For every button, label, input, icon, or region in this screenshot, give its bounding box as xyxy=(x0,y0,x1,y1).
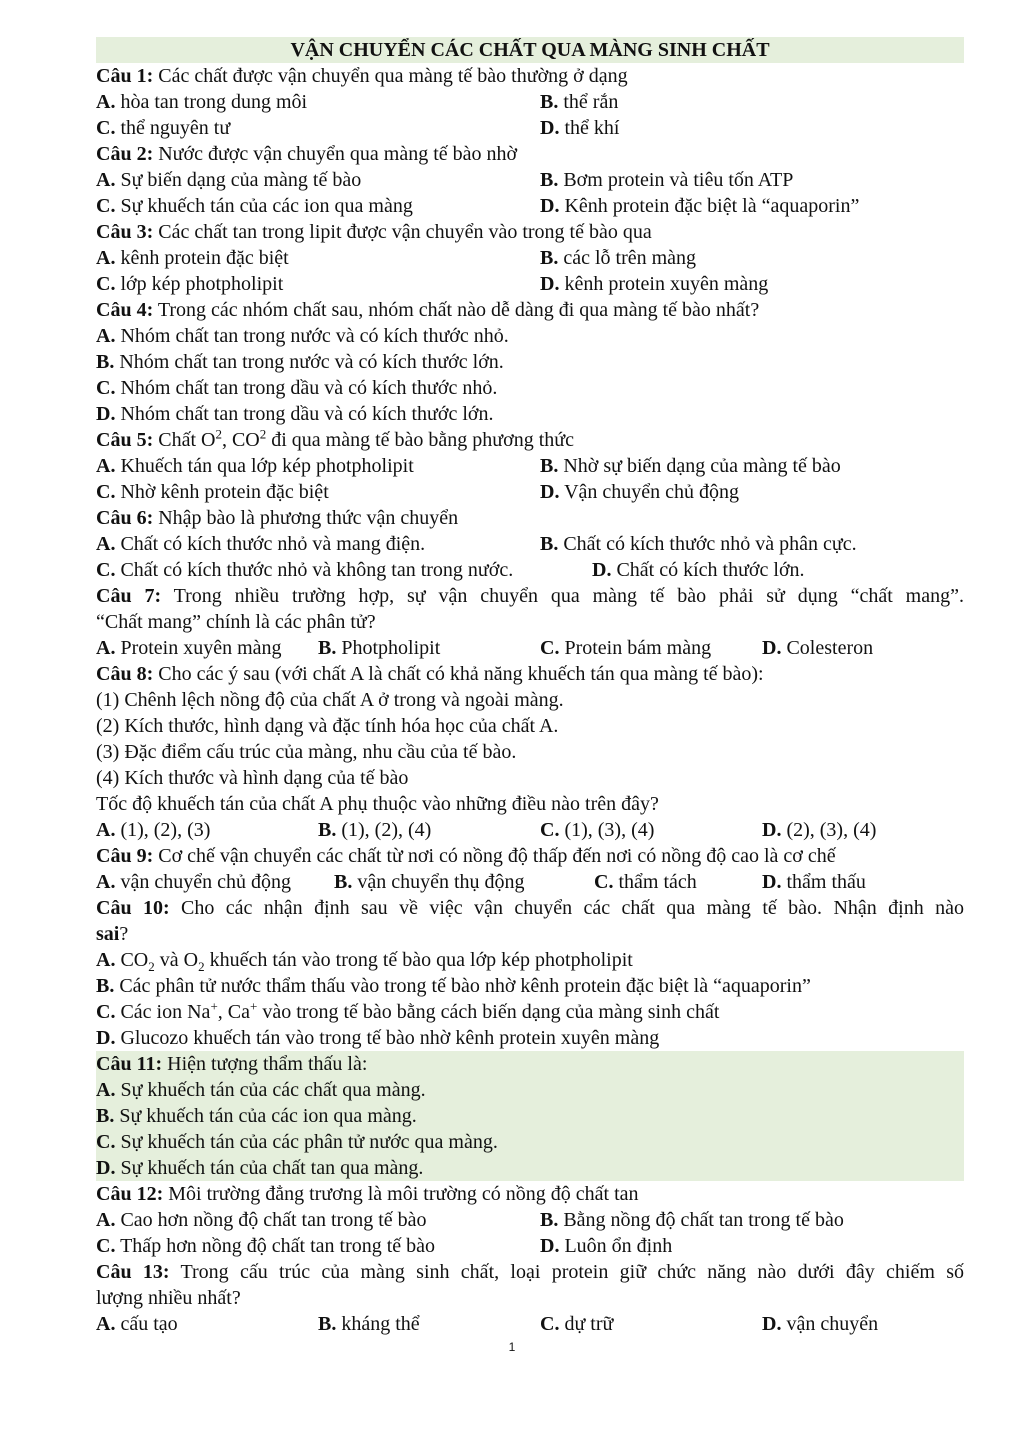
question-7: Câu 7: Trong nhiều trường hợp, sự vận chuyển qua màng tế bào phải sử dụng “chất mang”. xyxy=(96,585,964,607)
q8-option-d[interactable]: D. (2), (3), (4) xyxy=(762,819,877,841)
q6-option-a[interactable]: A. Chất có kích thước nhỏ và mang điện. xyxy=(96,533,426,555)
q4-option-b[interactable]: B. Nhóm chất tan trong nước và có kích thước lớn. xyxy=(96,351,504,373)
question-13-cont: lượng nhiều nhất? xyxy=(96,1287,241,1309)
q2-option-b[interactable]: B. Bơm protein và tiêu tốn ATP xyxy=(540,169,794,191)
q12-option-c[interactable]: C. Thấp hơn nồng độ chất tan trong tế bào xyxy=(96,1235,436,1257)
q12-options-row1 xyxy=(96,1207,964,1233)
question-11: Câu 11: Hiện tượng thẩm thấu là: xyxy=(96,1051,964,1077)
q6-option-b[interactable]: B. Chất có kích thước nhỏ và phân cực. xyxy=(540,533,857,555)
q2-options-row2 xyxy=(96,193,964,219)
q1-option-d[interactable]: D. thể khí xyxy=(540,117,620,139)
q4-option-d[interactable]: D. Nhóm chất tan trong dầu và có kích thước lớn. xyxy=(96,403,494,425)
q3-option-d[interactable]: D. kênh protein xuyên màng xyxy=(540,273,769,295)
q11-option-a[interactable]: A. Sự khuếch tán của các chất qua màng. xyxy=(96,1077,964,1103)
question-4: Câu 4: Trong các nhóm chất sau, nhóm chất nào dễ dàng đi qua màng tế bào nhất? xyxy=(96,299,760,321)
q8-option-b[interactable]: B. (1), (2), (4) xyxy=(318,819,432,841)
q5-options-row1 xyxy=(96,453,964,479)
q8-option-a[interactable]: A. (1), (2), (3) xyxy=(96,819,211,841)
q7-option-b[interactable]: B. Photpholipit xyxy=(318,637,441,659)
q10-option-b[interactable]: B. Các phân tử nước thẩm thấu vào trong tế bào nhờ kênh protein đặc biệt là “aquaporin” xyxy=(96,975,811,997)
q6-option-d[interactable]: D. Chất có kích thước lớn. xyxy=(592,559,805,581)
q12-option-a[interactable]: A. Cao hơn nồng độ chất tan trong tế bào xyxy=(96,1209,427,1231)
question-1: Câu 1: Các chất được vận chuyển qua màng tế bào thường ở dạng xyxy=(96,65,628,87)
q8-statement-1: (1) Chênh lệch nồng độ của chất A ở trong và ngoài màng. xyxy=(96,689,564,711)
q2-option-d[interactable]: D. Kênh protein đặc biệt là “aquaporin” xyxy=(540,195,860,217)
q6-option-c[interactable]: C. Chất có kích thước nhỏ và không tan trong nước. xyxy=(96,559,514,581)
q5-option-c[interactable]: C. Nhờ kênh protein đặc biệt xyxy=(96,481,329,503)
q13-options-row xyxy=(96,1311,964,1337)
q1-options-row1 xyxy=(96,89,964,115)
question-10-cont: sai? xyxy=(96,923,129,945)
q9-option-c[interactable]: C. thẩm tách xyxy=(594,871,697,893)
q6-options-row1 xyxy=(96,531,964,557)
question-5: Câu 5: Chất $O^2$, $CO^2$ đi qua màng tế bào bằng phương thức xyxy=(96,426,574,451)
question-7-cont: “Chất mang” chính là các phân tử? xyxy=(96,611,376,633)
q8-statement-4: (4) Kích thước và hình dạng của tế bào xyxy=(96,767,409,789)
q10-option-c[interactable]: C. Các ion Na+, Ca+ vào trong tế bào bằng cách biến dạng của màng sinh chất xyxy=(96,998,720,1023)
q7-option-a[interactable]: A. Protein xuyên màng xyxy=(96,637,282,659)
q1-options-row2 xyxy=(96,115,964,141)
q9-option-a[interactable]: A. vận chuyển chủ động xyxy=(96,871,291,893)
q7-option-d[interactable]: D. Colesteron xyxy=(762,637,874,659)
q13-option-a[interactable]: A. cấu tạo xyxy=(96,1313,178,1335)
q8-statement-2: (2) Kích thước, hình dạng và đặc tính hóa học của chất A. xyxy=(96,715,559,737)
q6-options-row2 xyxy=(96,557,964,583)
q5-option-a[interactable]: A. Khuếch tán qua lớp kép photpholipit xyxy=(96,455,414,477)
q5-options-row2 xyxy=(96,479,964,505)
q13-option-b[interactable]: B. kháng thể xyxy=(318,1313,420,1335)
question-8: Câu 8: Cho các ý sau (với chất A là chất có khả năng khuếch tán qua màng tế bào): xyxy=(96,663,764,685)
q8-statement-3: (3) Đặc điểm cấu trúc của màng, nhu cầu của tế bào. xyxy=(96,741,517,763)
question-10: Câu 10: Cho các nhận định sau về việc vận chuyển các chất qua màng tế bào. Nhận định nào xyxy=(96,897,964,919)
question-9: Câu 9: Cơ chế vận chuyển các chất từ nơi có nồng độ thấp đến nơi có nồng độ cao là cơ chế xyxy=(96,845,836,867)
q12-options-row2 xyxy=(96,1233,964,1259)
q8-ask: Tốc độ khuếch tán của chất A phụ thuộc vào những điều nào trên đây? xyxy=(96,793,659,815)
q11-option-b[interactable]: B. Sự khuếch tán của các ion qua màng. xyxy=(96,1103,964,1129)
question-2: Câu 2: Nước được vận chuyển qua màng tế bào nhờ xyxy=(96,143,518,165)
question-13: Câu 13: Trong cấu trúc của màng sinh chất, loại protein giữ chức năng nào dưới đây chiếm số xyxy=(96,1261,964,1283)
worksheet-page xyxy=(96,37,964,1337)
q3-option-a[interactable]: A. kênh protein đặc biệt xyxy=(96,247,289,269)
q10-option-a[interactable]: A. $CO_2$ và $O_2$ khuếch tán vào trong tế bào qua lớp kép photpholipit xyxy=(96,949,633,974)
q7-option-c[interactable]: C. Protein bám màng xyxy=(540,637,712,659)
q2-option-c[interactable]: C. Sự khuếch tán của các ion qua màng xyxy=(96,195,413,217)
question-3: Câu 3: Các chất tan trong lipit được vận chuyển vào trong tế bào qua xyxy=(96,221,652,243)
question-6: Câu 6: Nhập bào là phương thức vận chuyển xyxy=(96,507,459,529)
q5-option-d[interactable]: D. Vận chuyển chủ động xyxy=(540,481,740,503)
q3-options-row2 xyxy=(96,271,964,297)
page-number: 1 xyxy=(508,1340,516,1354)
q3-options-row1 xyxy=(96,245,964,271)
q3-option-b[interactable]: B. các lỗ trên màng xyxy=(540,247,697,269)
q9-options-row xyxy=(96,869,964,895)
q12-option-b[interactable]: B. Bằng nồng độ chất tan trong tế bào xyxy=(540,1209,844,1231)
q2-option-a[interactable]: A. Sự biến dạng của màng tế bào xyxy=(96,169,362,191)
q11-option-d[interactable]: D. Sự khuếch tán của chất tan qua màng. xyxy=(96,1155,964,1181)
q12-option-d[interactable]: D. Luôn ổn định xyxy=(540,1235,673,1257)
q9-option-b[interactable]: B. vận chuyển thụ động xyxy=(334,871,525,893)
q4-option-a[interactable]: A. Nhóm chất tan trong nước và có kích thước nhỏ. xyxy=(96,325,509,347)
q10-option-d[interactable]: D. Glucozo khuếch tán vào trong tế bào nhờ kênh protein xuyên màng xyxy=(96,1027,660,1049)
q8-option-c[interactable]: C. (1), (3), (4) xyxy=(540,819,655,841)
page-title: VẬN CHUYỂN CÁC CHẤT QUA MÀNG SINH CHẤT xyxy=(96,37,964,63)
q9-option-d[interactable]: D. thẩm thấu xyxy=(762,871,866,893)
q8-options-row xyxy=(96,817,964,843)
q3-option-c[interactable]: C. lớp kép photpholipit xyxy=(96,273,284,295)
q4-option-c[interactable]: C. Nhóm chất tan trong dầu và có kích thước nhỏ. xyxy=(96,377,498,399)
q1-option-c[interactable]: C. thể nguyên tư xyxy=(96,117,231,139)
q1-option-b[interactable]: B. thể rắn xyxy=(540,91,619,113)
q13-option-c[interactable]: C. dự trữ xyxy=(540,1313,614,1335)
q13-option-d[interactable]: D. vận chuyển xyxy=(762,1313,879,1335)
q1-option-a[interactable]: A. hòa tan trong dung môi xyxy=(96,91,308,113)
question-12: Câu 12: Môi trường đẳng trương là môi trường có nồng độ chất tan xyxy=(96,1183,639,1205)
q5-option-b[interactable]: B. Nhờ sự biến dạng của màng tế bào xyxy=(540,455,841,477)
q2-options-row1 xyxy=(96,167,964,193)
q11-option-c[interactable]: C. Sự khuếch tán của các phân tử nước qua màng. xyxy=(96,1129,964,1155)
q7-options-row xyxy=(96,635,964,661)
